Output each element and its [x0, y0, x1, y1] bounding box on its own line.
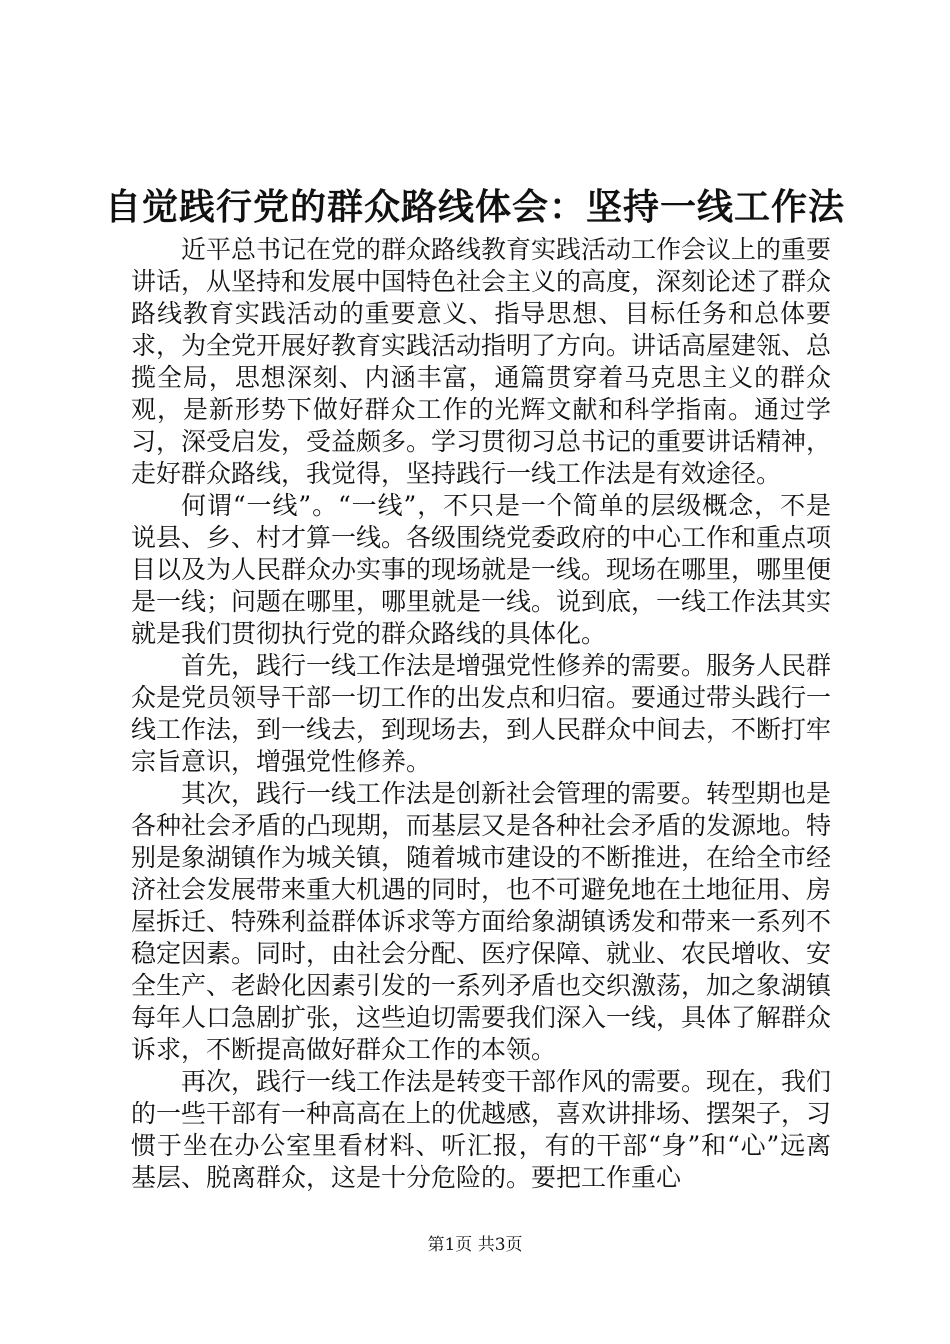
document-body	[131, 234, 831, 1194]
paragraph-1: 近平总书记在党的群众路线教育实践活动工作会议上的重要讲话，从坚持和发展中国特色社会主义的高度，深刻论述了群众路线教育实践活动的重要意义、指导思想、目标任务和总体要求，为全党开展好教育实践活动指明了方向。讲话高屋建瓴、总揽全局，思想深刻、内涵丰富，通篇贯穿着马克思主义的群众观，是新形势下做好群众工作的光辉文献和科学指南。通过学习，深受启发，受益颇多。学习贯彻习总书记的重要讲话精神，走好群众路线，我觉得，坚持践行一线工作法是有效途径。	[131, 235, 832, 488]
paragraph-5: 再次，践行一线工作法是转变干部作风的需要。现在，我们的一些干部有一种高高在上的优越感，喜欢讲排场、摆架子，习惯于坐在办公室里看材料、听汇报，有的干部“身”和“心”远离基层、脱离群众，这是十分危险的。要把工作重心	[131, 1067, 832, 1192]
document-title: 自觉践行党的群众路线体会：坚持一线工作法	[104, 186, 845, 228]
paragraph-2: 何谓“一线”。“一线”，不只是一个简单的层级概念，不是说县、乡、村才算一线。各级围绕党委政府的中心工作和重点项目以及为人民群众办实事的现场就是一线。现场在哪里，哪里便是一线；问题在哪里，哪里就是一线。说到底，一线工作法其实就是我们贯彻执行党的群众路线的具体化。	[131, 491, 832, 648]
paragraph-4: 其次，践行一线工作法是创新社会管理的需要。转型期也是各种社会矛盾的凸现期，而基层又是各种社会矛盾的发源地。特别是象湖镇作为城关镇，随着城市建设的不断推进，在给全市经济社会发展带来重大机遇的同时，也不可避免地在土地征用、房屋拆迁、特殊利益群体诉求等方面给象湖镇诱发和带来一系列不稳定因素。同时，由社会分配、医疗保障、就业、农民增收、安全生产、老龄化因素引发的一系列矛盾也交织激荡，加之象湖镇每年人口急剧扩张，这些迫切需要我们深入一线，具体了解群众诉求，不断提高做好群众工作的本领。	[131, 779, 832, 1064]
page-number-footer: 第1页 共3页	[427, 1235, 523, 1255]
paragraph-3: 首先，践行一线工作法是增强党性修养的需要。服务人民群众是党员领导干部一切工作的出发点和归宿。要通过带头践行一线工作法，到一线去，到现场去，到人民群众中间去，不断打牢宗旨意识，增强党性修养。	[131, 651, 832, 776]
